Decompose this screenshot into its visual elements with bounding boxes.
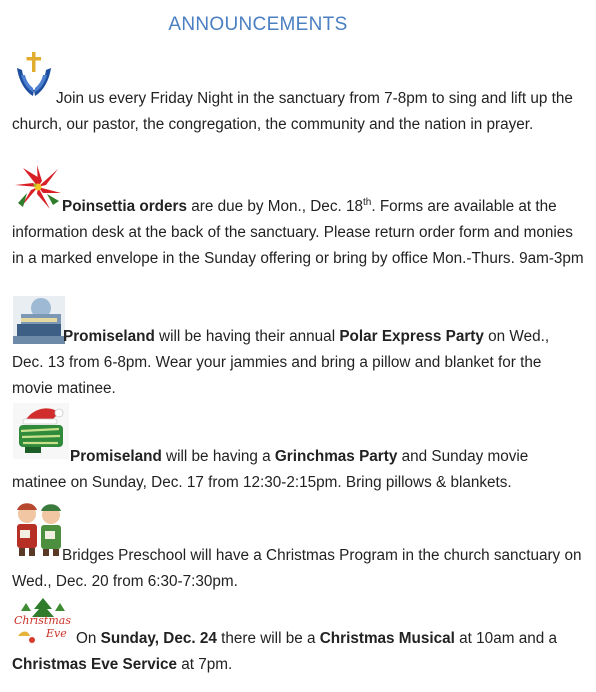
announcement-text-cont: on Wed., Dec. 13 from 6-8pm. Wear your jammies and bring a pillow and blanket for the movie matinee. bbox=[12, 328, 550, 397]
announcement-text-cont: at 10am and a bbox=[454, 630, 557, 647]
announcement-text: Join us every Friday Night in the sanctuary from 7-8pm to sing and lift up the church, our pastor, the congregation, the community and the nation in prayer. bbox=[12, 90, 573, 133]
announcement-christmas-eve bbox=[12, 626, 584, 678]
announcement-polar-express bbox=[12, 324, 584, 402]
page-title: ANNOUNCEMENTS bbox=[168, 14, 348, 35]
announcement-text-cont: there will be a bbox=[216, 630, 320, 647]
announcement-preschool-program bbox=[12, 543, 584, 595]
event-name: Christmas Eve Service bbox=[12, 656, 177, 673]
event-name: Christmas Musical bbox=[319, 630, 455, 647]
announcement-text-cont: and Sunday movie matinee on Sunday, Dec. 17 from 12:30-2:15pm. Bring pillows & blankets. bbox=[12, 448, 529, 491]
announcement-prayer-night bbox=[12, 86, 584, 138]
announcement-text: will be having a bbox=[161, 448, 275, 465]
announcement-text: On bbox=[76, 630, 101, 647]
event-date: Sunday, Dec. 24 bbox=[100, 630, 217, 647]
announcement-text: Bridges Preschool will have a Christmas Program in the church sanctuary on Wed., Dec. 20 from 6:30-7:30pm. bbox=[12, 547, 582, 590]
eve-label: Eve bbox=[46, 627, 67, 640]
announcement-poinsettia bbox=[12, 194, 584, 272]
ordinal-suffix: th bbox=[362, 197, 372, 208]
announcement-bold-lead: Poinsettia orders bbox=[62, 198, 187, 215]
announcement-bold-lead: Promiseland bbox=[70, 448, 162, 465]
announcement-text-cont: . Forms are available at the information desk at the back of the sanctuary. Please return order form and monies in a marked envelope in the Sunday offering or bring by office Mon.-Thurs. 9am-3pm bbox=[12, 198, 584, 267]
event-name: Polar Express Party bbox=[339, 328, 484, 345]
announcement-text: will be having their annual bbox=[154, 328, 340, 345]
announcement-grinchmas bbox=[12, 444, 584, 496]
announcement-bold-lead: Promiseland bbox=[63, 328, 155, 345]
announcement-text: are due by Mon., Dec. 18 bbox=[186, 198, 363, 215]
announcement-text-end: at 7pm. bbox=[176, 656, 233, 673]
christmas-label: Christmas bbox=[14, 614, 71, 627]
event-name: Grinchmas Party bbox=[274, 448, 398, 465]
